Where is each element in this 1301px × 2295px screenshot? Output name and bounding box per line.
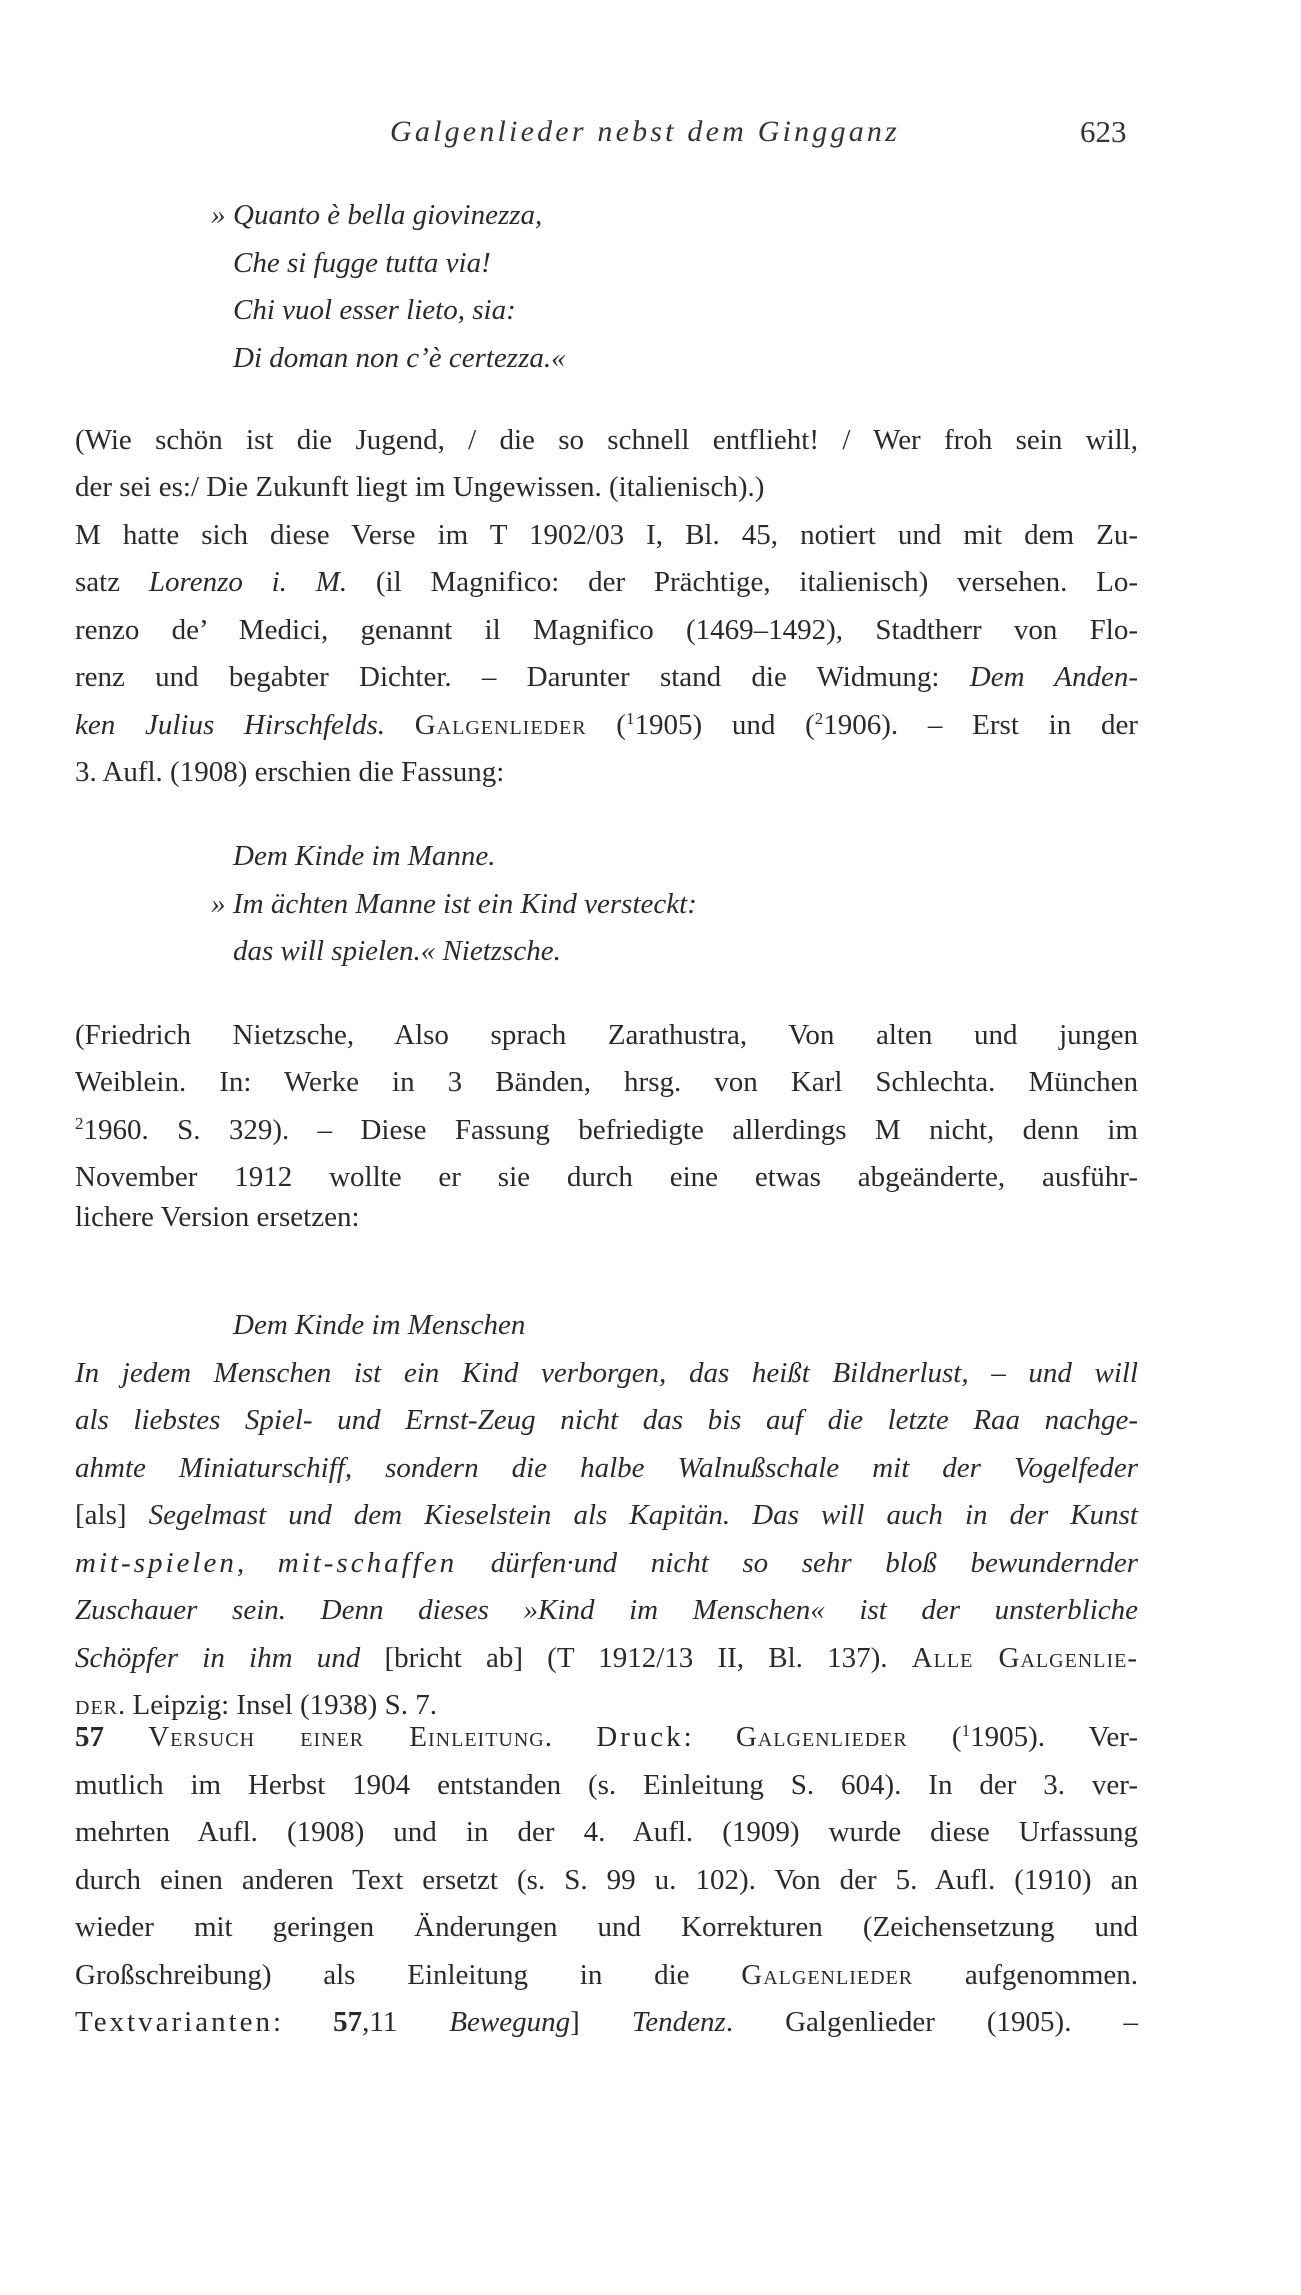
verse-line bbox=[233, 239, 1133, 287]
text-segment: renz und begabter Dichter. – Darunter stand die Widmung: bbox=[75, 661, 970, 693]
text-line bbox=[75, 1951, 1138, 1999]
text-segment: Chi vuol esser lieto, sia: bbox=[233, 294, 516, 326]
text-line bbox=[75, 1856, 1138, 1904]
text-segment: Weiblein. In: Werke in 3 Bänden, hrsg. von Karl Schlechta. München bbox=[75, 1066, 1138, 1098]
text-segment: Lorenzo i. M. bbox=[148, 566, 348, 598]
text-segment bbox=[104, 1721, 148, 1753]
text-segment: . Galgenlieder (1905). – bbox=[725, 2006, 1138, 2038]
verse-line bbox=[211, 191, 1133, 239]
text-segment: . bbox=[544, 1721, 597, 1753]
text-line bbox=[75, 511, 1138, 559]
text-segment: 1905) und ( bbox=[634, 709, 815, 741]
text-segment: Versuch einer Einleitung bbox=[148, 1721, 545, 1753]
text-segment: Galgenlieder bbox=[735, 1721, 908, 1753]
text-segment: ken Julius Hirschfelds. bbox=[75, 709, 385, 741]
text-segment: ( bbox=[586, 709, 626, 741]
text-segment bbox=[385, 709, 415, 741]
text-segment: satz bbox=[75, 566, 149, 598]
text-segment: Galgenlieder bbox=[741, 1959, 914, 1991]
text-segment: ( bbox=[907, 1721, 962, 1753]
text-segment: Im ächten Manne ist ein Kind versteckt: bbox=[233, 888, 697, 920]
text-line bbox=[75, 1713, 1138, 1761]
text-line bbox=[75, 1444, 1138, 1492]
text-segment: : bbox=[273, 2006, 334, 2038]
text-segment: , bbox=[236, 1547, 278, 1579]
text-segment: aufgenommen. bbox=[913, 1959, 1139, 1991]
text-segment: Großschreibung) als Einleitung in die bbox=[75, 1959, 742, 1991]
text-line bbox=[75, 748, 1138, 796]
text-segment: 1906). – Erst in der bbox=[823, 709, 1138, 741]
text-line bbox=[75, 1761, 1138, 1809]
text-segment: Dem Kinde im Manne. bbox=[233, 840, 496, 872]
text-segment: November 1912 wollte er sie durch eine etwas abgeänderte, ausführ- bbox=[75, 1161, 1138, 1193]
text-line bbox=[75, 1491, 1138, 1539]
text-segment: (il Magnifico: der Prächtige, italienisch) versehen. Lo- bbox=[347, 566, 1138, 598]
text-segment: wieder mit geringen Änderungen und Korrekturen (Zeichensetzung und bbox=[75, 1911, 1138, 1943]
text-line bbox=[75, 606, 1138, 654]
text-segment: Druck bbox=[596, 1721, 684, 1753]
text-segment: [als] bbox=[75, 1499, 127, 1531]
text-segment: der sei es:/ Die Zukunft liegt im Ungewissen. (italienisch).) bbox=[75, 471, 765, 503]
text-segment: mit-spielen bbox=[75, 1547, 237, 1579]
text-segment: ,11 bbox=[362, 2006, 450, 2038]
text-segment: (Wie schön ist die Jugend, / die so schnell entflieht! / Wer froh sein will, bbox=[75, 424, 1138, 456]
text-segment: 57 bbox=[333, 2006, 363, 2038]
text-line bbox=[75, 1193, 1138, 1241]
open-quote: » bbox=[211, 888, 226, 920]
text-segment: Quanto è bella giovinezza, bbox=[233, 199, 543, 231]
text-segment: [bricht ab] (T 1912/13 II, Bl. 137). bbox=[384, 1642, 912, 1674]
text-segment: mit-schaffen bbox=[277, 1547, 458, 1579]
text-segment: mehrten Aufl. (1908) und in der 4. Aufl. (1909) wurde diese Urfassung bbox=[75, 1816, 1138, 1848]
text-segment: Galgenlieder bbox=[414, 709, 587, 741]
text-line bbox=[75, 1808, 1138, 1856]
verse-line bbox=[233, 334, 1133, 382]
text-segment: Alle Galgenlie- bbox=[911, 1642, 1138, 1674]
text-segment: Che si fugge tutta via! bbox=[233, 247, 491, 279]
text-segment: 3. Aufl. (1908) erschien die Fassung: bbox=[75, 756, 505, 788]
text-segment: Textvarianten bbox=[75, 2006, 274, 2038]
text-line bbox=[75, 416, 1138, 464]
verse-line bbox=[233, 832, 1133, 880]
text-segment: 1960. S. 329). – Diese Fassung befriedigte allerdings M nicht, denn im bbox=[83, 1114, 1138, 1146]
text-segment: : bbox=[683, 1721, 736, 1753]
text-line bbox=[75, 558, 1138, 606]
text-segment: dürfen·und nicht so sehr bloß bewundernder bbox=[457, 1547, 1138, 1579]
verse-line bbox=[211, 880, 1133, 928]
text-segment: der bbox=[75, 1689, 118, 1721]
text-segment: lichere Version ersetzen: bbox=[75, 1201, 360, 1233]
text-segment: M hatte sich diese Verse im T 1902/03 I, Bl. 45, notiert und mit dem Zu- bbox=[75, 519, 1138, 551]
menschen-title: Dem Kinde im Menschen bbox=[233, 1309, 526, 1341]
text-line bbox=[75, 701, 1138, 749]
text-segment: ahmte Miniaturschiff, sondern die halbe Walnußschale mit der Vogelfeder bbox=[75, 1452, 1138, 1484]
text-line bbox=[75, 1106, 1138, 1154]
page-number: 623 bbox=[1080, 114, 1127, 149]
text-segment: Bewegung bbox=[449, 2006, 571, 2038]
text-segment: renzo de’ Medici, genannt il Magnifico (1469–1492), Stadtherr von Flo- bbox=[75, 614, 1138, 646]
text-segment: 57 bbox=[75, 1721, 104, 1753]
text-segment: 2 bbox=[75, 1114, 84, 1133]
text-segment: ] bbox=[570, 2006, 632, 2038]
text-line bbox=[75, 653, 1138, 701]
text-segment: In jedem Menschen ist ein Kind verborgen, das heißt Bildnerlust, – und will bbox=[75, 1357, 1138, 1389]
text-segment: das will spielen.« Nietzsche. bbox=[233, 935, 561, 967]
text-line bbox=[75, 1903, 1138, 1951]
text-segment: Schöpfer in ihm und bbox=[75, 1642, 385, 1674]
verse-line bbox=[233, 286, 1133, 334]
text-segment: 1 bbox=[961, 1721, 971, 1740]
text-segment: Zuschauer sein. Denn dieses »Kind im Menschen« ist der unsterbliche bbox=[75, 1594, 1138, 1626]
text-segment: Dem Anden- bbox=[969, 661, 1138, 693]
text-segment: 2 bbox=[814, 709, 824, 728]
text-line bbox=[75, 1396, 1138, 1444]
text-line bbox=[75, 1586, 1138, 1634]
text-segment: 1905). Ver- bbox=[970, 1721, 1138, 1753]
text-segment: (Friedrich Nietzsche, Also sprach Zarathustra, Von alten und jungen bbox=[75, 1019, 1138, 1051]
text-line bbox=[75, 1634, 1138, 1682]
text-line bbox=[75, 1539, 1138, 1587]
text-segment: 1 bbox=[625, 709, 635, 728]
text-line bbox=[75, 1011, 1138, 1059]
text-line bbox=[75, 1998, 1138, 2046]
text-segment: . Leipzig: Insel (1938) S. 7. bbox=[118, 1689, 437, 1721]
text-segment: durch einen anderen Text ersetzt (s. S. 99 u. 102). Von der 5. Aufl. (1910) an bbox=[75, 1864, 1138, 1896]
running-header: Galgenlieder nebst dem Gingganz bbox=[390, 115, 900, 148]
text-segment: mutlich im Herbst 1904 entstanden (s. Einleitung S. 604). In der 3. ver- bbox=[75, 1769, 1138, 1801]
open-quote: » bbox=[211, 199, 226, 231]
text-line bbox=[75, 463, 1138, 511]
text-line bbox=[75, 1058, 1138, 1106]
text-segment: Tendenz bbox=[631, 2006, 726, 2038]
text-line bbox=[75, 1349, 1138, 1397]
text-segment: als liebstes Spiel- und Ernst-Zeug nicht das bis auf die letzte Raa nachge- bbox=[75, 1404, 1138, 1436]
text-segment: Segelmast und dem Kieselstein als Kapitän. Das will auch in der Kunst bbox=[126, 1499, 1138, 1531]
text-segment: Di doman non c’è certezza.« bbox=[233, 342, 566, 374]
verse-line bbox=[233, 927, 1133, 975]
